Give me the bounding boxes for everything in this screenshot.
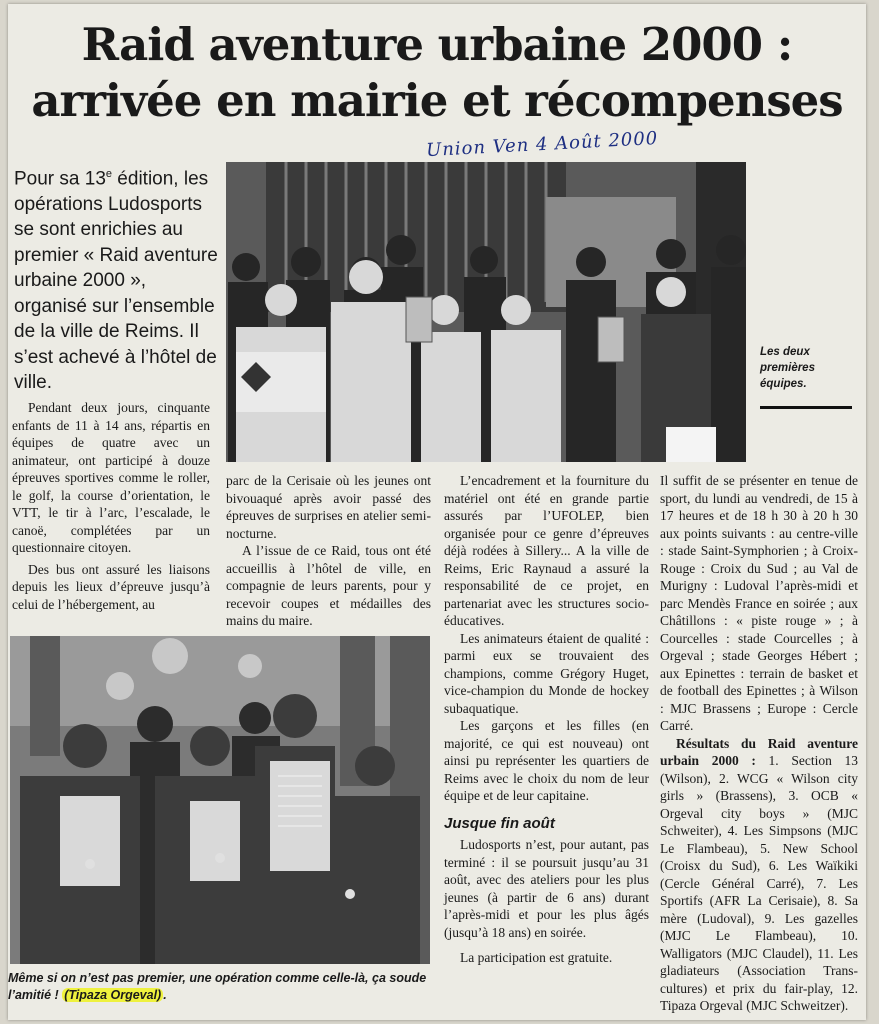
results-list: 1. Section 13 (Wilson), 2. WCG « Wilson city girls » (Brassens), 3. OCB « Orgeval city boys » (MJC Schweiter), 4. Les Simpsons (MJC Le Flambeau), 5. New School (Croisx du Sud), 6. Les Waïkiki (Cercle Général Carré), 7. Les Sportifs (AFR La Cerisaie), 8. Sa mère (Ludoval), 9. Les gazelles (MJC Le Flambeau), 10. Walligators (MJC Claudel), 11. Les gladiateurs (Association Trans-cultures) et prix du fair-play, 12. Tipaza Orgeval (MJC Schweitzer). — [660, 753, 858, 1013]
paragraph: parc de la Cerisaie où les jeunes ont bivouaqué après avoir passé des épreuves de surprises en atelier semi-nocturne. — [226, 473, 431, 541]
paragraph: Des bus ont assuré les liaisons depuis les lieux d’épreuve jusqu’à celui de l’hébergement, au — [12, 561, 210, 612]
column-3 — [444, 472, 649, 967]
photo-caption-tipaza: Même si on n’est pas premier, une opération comme celle-là, ça soude l’amitié ! (Tipaza Orgeval) . — [8, 971, 427, 1002]
column-4 — [660, 472, 858, 1015]
paragraph: L’encadrement et la fourniture du matériel ont été en grande partie assurés par l’UFOLEP, bien organisée pour ce genre d’épreuves déjà rodées à Sillery... A la ville de Reims, Eric Raynaud a assuré la responsabilité de ce projet, en partenariat avec les structures socio-éducatives. — [444, 473, 649, 628]
paragraph: Il suffit de se présenter en tenue de sport, du lundi au vendredi, de 15 à 17 heures et de 18 h 30 à 20 h 30 aux points suivants : au centre-ville : stade Saint-Symphorien ; à Croix-Rouge : Croix du Sud ; au Val de Murigny : Ludoval l’après-midi et parc Mendès France en soirée ; aux Châtillons : « piste rouge » ; à Courcelles : stade Courcelles ; à Orgeval ; stade Georges Hébert ; aux Epinettes : terrain de basket et de football des Epinettes ; à Wilson : MJC Brassens ; Europe : Cercle Carré. — [660, 473, 858, 733]
paragraph: A l’issue de ce Raid, tous ont été accueillis à l’hôtel de ville, en compagnie de leurs parents, pour y recevoir coupes et médailles des mains du maire. — [226, 543, 431, 628]
paragraph: Les animateurs étaient de qualité : parmi eux se trouvaient des champions, comme Grégory Huget, vice-champion du Monde de hockey subaquatique. — [444, 630, 649, 716]
photo-caption-teams: Les deux premières équipes. — [760, 346, 815, 390]
results-paragraph — [660, 735, 858, 1015]
handwritten-date-note: Union Ven 4 Août 2000 — [425, 127, 659, 162]
highlighted-team-name: (Tipaza Orgeval) — [64, 988, 162, 1002]
headline-line-2: arrivée en mairie et récompenses — [31, 74, 843, 127]
paragraph: Pendant deux jours, cinquante enfants de 11 à 14 ans, répartis en équipes de quatre avec un animateur, ont participé à douze épreuves sportives comme le roller, le golf, la course d’orientation, le VTT, le tir à l’arc, l’escalade, le canoë, complétées par un questionnaire citoyen. — [12, 400, 210, 555]
section-subhead: Jusque fin août — [444, 814, 555, 832]
paragraph: Les garçons et les filles (en majorité, ce qui est nouveau) ont ainsi pu représenter les quartiers de Reims avec le choix du nom de leur équipe et de leur capitaine. — [444, 718, 649, 803]
tipaza-orgeval-photo — [10, 636, 430, 964]
results-title: Résultats du Raid aventure urbain 2000 : — [660, 735, 858, 768]
teams-photo — [226, 162, 746, 462]
paragraph: La participation est gratuite. — [460, 950, 613, 965]
caption-divider — [760, 406, 852, 409]
column-1 — [12, 399, 210, 613]
intro-paragraph: Pour sa 13e édition, les opérations Ludosports se sont enrichies au premier « Raid aventure urbaine 2000 », organisé sur l’ensemble de la ville de Reims. Il s’est achevé à l’hôtel de ville. — [14, 168, 218, 394]
newspaper-clipping — [8, 4, 866, 1020]
headline-line-1: Raid aventure urbaine 2000 : — [81, 18, 793, 71]
column-2 — [226, 472, 431, 630]
paragraph: Ludosports n’est, pour autant, pas terminé : il se poursuit jusqu’au 31 août, avec des ateliers pour les plus jeunes (à partir de 6 ans) durant l’après-midi et pour les plus âgés (jusqu’à 18 ans) en soirée. — [444, 837, 649, 940]
